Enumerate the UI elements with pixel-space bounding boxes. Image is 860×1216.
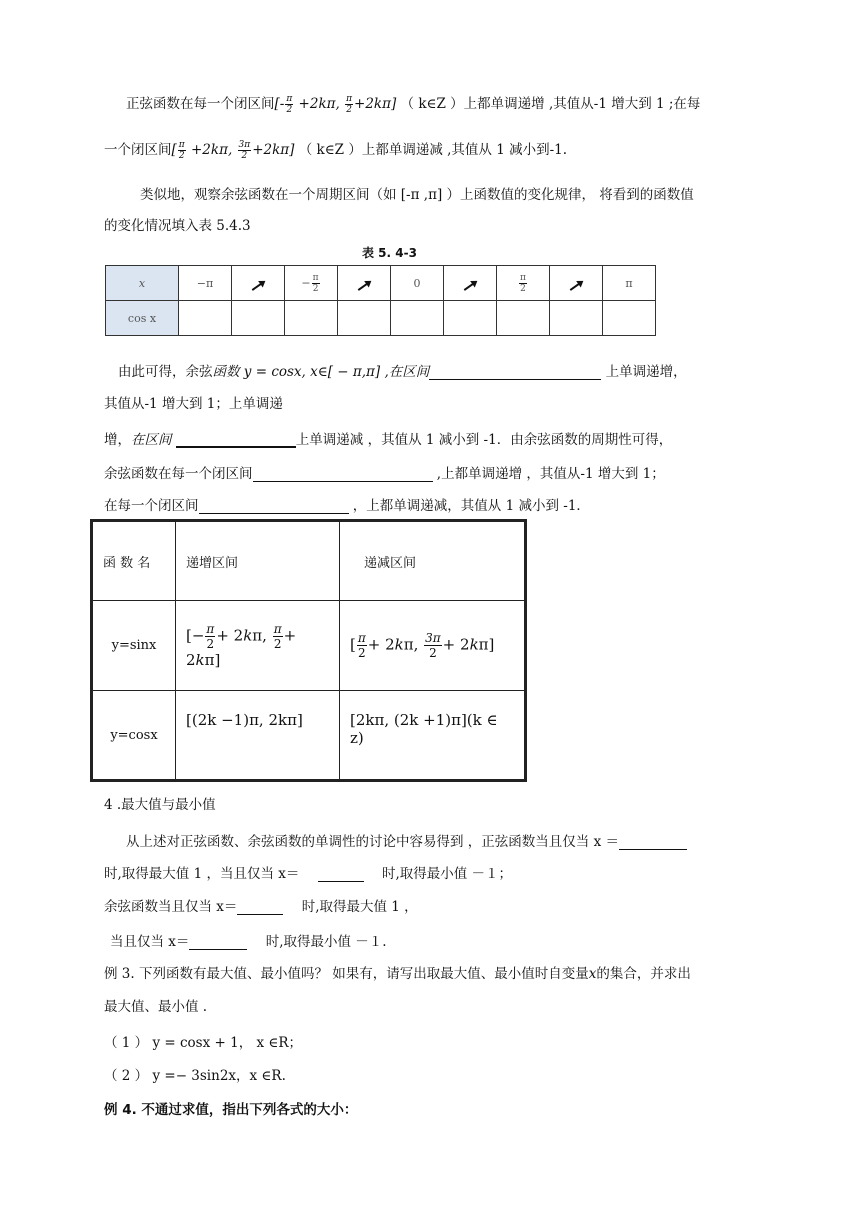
cell-arrow: [338, 266, 391, 301]
empty-cell: [338, 301, 391, 336]
blank-line: [199, 499, 349, 514]
row-label-cos: cos x: [106, 301, 179, 336]
table-row-cos: [106, 301, 656, 336]
table-row-cos: [92, 691, 526, 781]
paragraph-cos-periodic-inc: 余弦函数在每一个闭区间 ,上都单调递增 ，其值从-1 增大到 1；: [104, 466, 665, 482]
section-heading-max-min: 4 .最大值与最小值: [104, 797, 216, 813]
row-label-sin: y=sinx: [92, 601, 176, 691]
arrow-up-right-icon: [464, 281, 477, 291]
paragraph-sine-increasing: 正弦函数在每一个闭区间[- $\frac{\pi}{2}$ +2kπ, $\frac{\pi}{2}$ +2kπ] （ k∈Z ）上都单调递增 ,其值从-1 增大到 1 ;在每: [126, 94, 701, 115]
paragraph-fill-table: 的变化情况填入表 5.4.3: [104, 218, 251, 234]
row-label-x: x: [106, 266, 179, 301]
monotonic-interval-table: [90, 519, 527, 782]
blank-line: [253, 467, 433, 482]
paragraph-cos-decrease: 增，在区间 上单调递减 ，其值从 1 减小到 -1．由余弦函数的周期性可得，: [104, 432, 673, 448]
blank-line: [429, 365, 601, 380]
cos-decreasing-interval: [2kπ, (2k +1)π](k ∈ z): [340, 691, 526, 781]
blank-line: [318, 867, 364, 882]
table-row-x: [106, 266, 656, 301]
blank-line: [176, 432, 296, 448]
cell-minus-pi: −π: [179, 266, 232, 301]
paragraph-cos-conclusion: 由此可得，余弦函数 y = cosx, x∈[ − π,π] ,在区间 上单调递增，: [118, 364, 687, 380]
paragraph-max-min-intro: 从上述对正弦函数、余弦函数的单调性的讨论中容易得到 ，正弦函数当且仅当 x ＝: [126, 830, 687, 850]
example-3-question: 例 3. 下列函数有最大值、最小值吗？ 如果有，请写出取最大值、最小值时自变量x的集合，并求出: [104, 966, 691, 982]
sin-decreasing-interval: [ $\frac{\pi}{2}$ + 2kπ, $\frac{3\pi}{2}$ + 2kπ]: [340, 601, 526, 691]
empty-cell: [391, 301, 444, 336]
cell-arrow: [444, 266, 497, 301]
sin-increasing-interval: [− $\frac{\pi}{2}$ + 2kπ, $\frac{\pi}{2}$ + 2kπ]: [176, 601, 340, 691]
paragraph-cos-min: 当且仅当 x＝ 时,取得最小值 －１.: [110, 934, 387, 950]
header-function-name: 函 数 名: [92, 521, 176, 601]
sine-decreasing-interval: [ $\frac{\pi}{2}$ +2kπ, $\frac{3\pi}{2}$ +2kπ]: [171, 140, 295, 161]
arrow-up-right-icon: [252, 281, 265, 291]
arrow-up-right-icon: [358, 281, 371, 291]
empty-cell: [444, 301, 497, 336]
header-decreasing: 递减区间: [340, 521, 526, 601]
empty-cell: [179, 301, 232, 336]
cell-pi: π: [603, 266, 656, 301]
paragraph-cos-max: 余弦函数当且仅当 x＝ 时,取得最大值 1 ，: [104, 899, 418, 915]
paragraph-cos-periodic-dec: 在每一个闭区间 ，上都单调递减，其值从 1 减小到 -1．: [104, 498, 590, 514]
blank-line: [237, 900, 283, 915]
row-label-cos: y=cosx: [92, 691, 176, 781]
cell-arrow: [232, 266, 285, 301]
cell-half-pi: $\frac{\pi}{2}$: [497, 266, 550, 301]
blank-line: [619, 835, 687, 850]
paragraph-sine-decreasing: 一个闭区间[ $\frac{\pi}{2}$ +2kπ, $\frac{3\pi}{2}$ +2kπ] （ k∈Z ）上都单调递减 ,其值从 1 减小到-1.: [104, 140, 568, 161]
paragraph-cos-increase: 其值从-1 增大到 1；上单调递: [104, 396, 283, 412]
variable-x: x: [588, 966, 597, 982]
empty-cell: [550, 301, 603, 336]
cosine-value-table: [105, 265, 656, 336]
table-row-sin: [92, 601, 526, 691]
empty-cell: [497, 301, 550, 336]
arrow-up-right-icon: [570, 281, 583, 291]
empty-cell: [232, 301, 285, 336]
paragraph-sin-extremes: 时,取得最大值 1 ，当且仅当 x＝ 时,取得最小值 －１；: [104, 866, 513, 882]
cell-minus-half-pi: − $\frac{\pi}{2}$: [285, 266, 338, 301]
example-4-heading: 例 4. 不通过求值，指出下列各式的大小：: [104, 1102, 358, 1118]
table-header-row: [92, 521, 526, 601]
table-title: 表 5. 4-3: [362, 246, 417, 260]
cos-increasing-interval: [(2k −1)π, 2kπ]: [176, 691, 340, 781]
paragraph-cosine-intro: 类似地，观察余弦函数在一个周期区间（如 [-π ,π] ）上函数值的变化规律， 将看到的函数值: [140, 187, 694, 203]
cell-arrow: [550, 266, 603, 301]
cell-zero: 0: [391, 266, 444, 301]
example-3-question-cont: 最大值、最小值 .: [104, 999, 208, 1015]
header-increasing: 递增区间: [176, 521, 340, 601]
blank-line: [189, 935, 247, 950]
example-3-part-2: （ 2 ） y =− 3sin2x，x ∈R.: [104, 1068, 286, 1084]
sine-increasing-interval: [- $\frac{\pi}{2}$ +2kπ, $\frac{\pi}{2}$ +2kπ]: [274, 94, 397, 115]
example-3-part-1: （ 1 ） y = cosx + 1， x ∈R；: [104, 1035, 303, 1051]
empty-cell: [285, 301, 338, 336]
empty-cell: [603, 301, 656, 336]
